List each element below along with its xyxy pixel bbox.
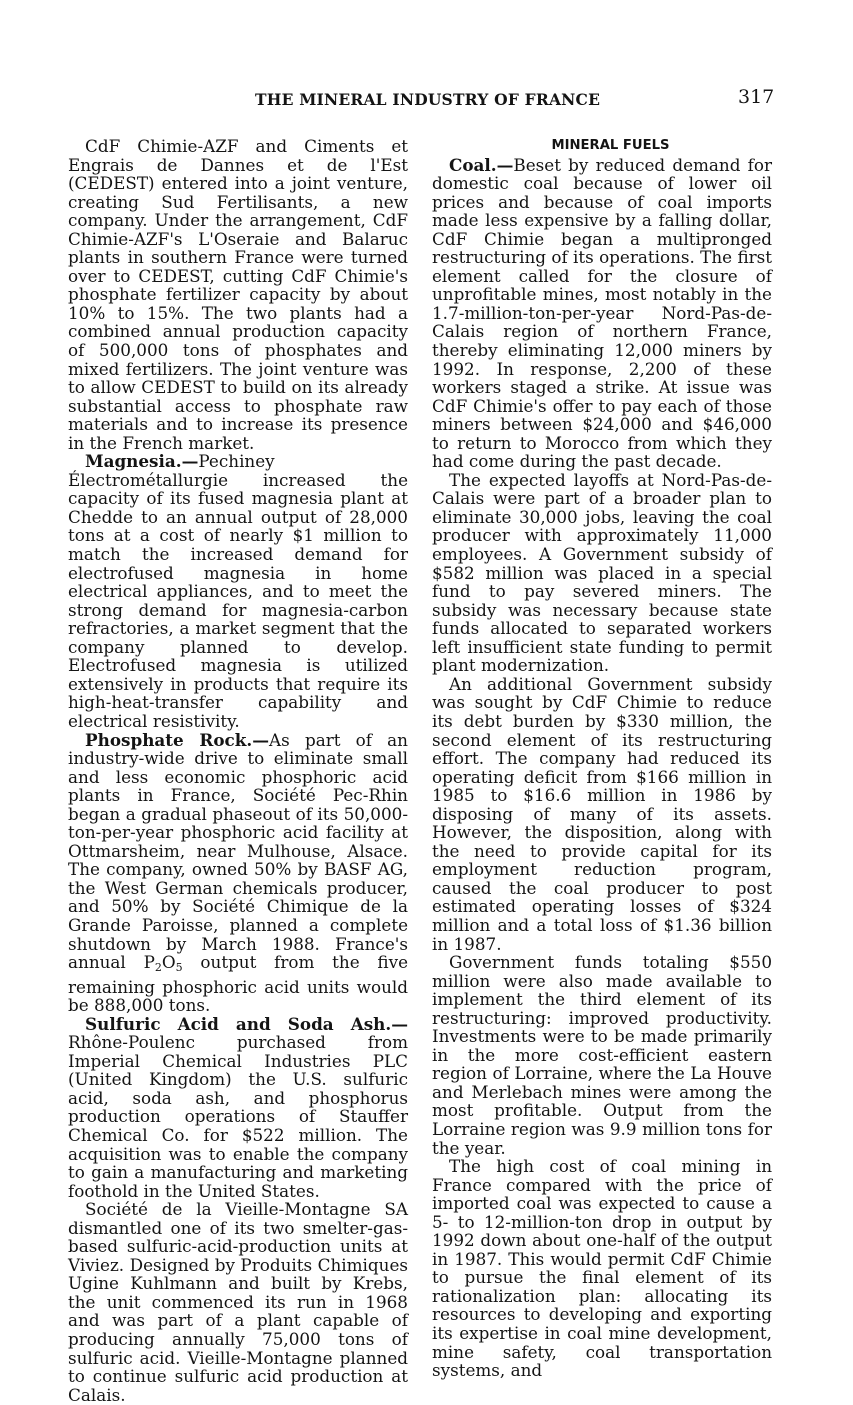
paragraph-subsidy	[432, 675, 772, 953]
paragraph-government-funds	[432, 953, 772, 1157]
paragraph-text: CdF Chimie-AZF and Ciments et Engrais de Dannes et de l'Est (CEDEST) entered into a joint venture, creating Sud Fertilisants, a new company. Under the arrangement, CdF Chimie-AZF's L'Oseraie and Balaruc plants in southern France were turned over to CEDEST, cutting CdF Chimie's phosphate fertilizer capacity by about 10% to 15%. The two plants had a combined annual production capacity of 500,000 tons of phosphates and mixed fertilizers. The joint venture was to allow CEDEST to build on its already substantial access to phosphate raw materials and to increase its presence in the French market.	[68, 136, 408, 453]
paragraph-text: An additional Government subsidy was sought by CdF Chimie to reduce its debt burden by $330 million, the second element of its restructuring effort. The company had reduced its operating deficit from $166 million in 1985 to $16.6 million in 1986 by disposing of many of its assets. However, the disposition, along with the need to provide capital for its employment reduction program, caused the coal producer to post estimated operating losses of $324 million and a total loss of $1.36 billion in 1987.	[432, 673, 772, 954]
paragraph-sulfuric-acid	[68, 1015, 408, 1200]
page-number: 317	[738, 86, 775, 108]
paragraph-phosphate-rock	[68, 731, 408, 1015]
paragraph-coal	[432, 156, 772, 471]
subscript: 2	[154, 961, 162, 975]
paragraph-text: Government funds totaling $550 million were also made available to implement the third element of its restructuring: improved productivity. Investments were to be made primarily in the more cost-efficient eastern region of Lorraine, where the La Houve and Merlebach mines were among the most profitable. Output from the Lorraine region was 9.9 million tons for the year.	[432, 952, 772, 1158]
paragraph-vieille-montagne	[68, 1200, 408, 1404]
paragraph-text: The high cost of coal mining in France compared with the price of imported coal was expected to cause a 5- to 12-million-ton drop in output by 1992 down about one-half of the output in 1987. This would permit CdF Chimie to pursue the final element of its rationalization plan: allocating its resources to developing and exporting its expertise in coal mine development, mine safety, coal transportation systems, and	[432, 1156, 772, 1381]
paragraph-text: The expected layoffs at Nord-Pas-de-Calais were part of a broader plan to eliminate 30,000 jobs, leaving the coal producer with approximately 11,000 employees. A Government subsidy of $582 million was placed in a special fund to pay severed miners. The subsidy was necessary because state funds allocated to separated workers left insufficient state funding to permit plant modernization.	[432, 469, 772, 676]
subsection-heading-sulfuric-acid: Sulfuric Acid and Soda Ash.—	[85, 1013, 408, 1034]
paragraph-text: Société de la Vieille-Montagne SA dismantled one of its two smelter-gas-based sulfuric-acid-production units at Viviez. Designed by Produits Chimiques Ugine Kuhlmann and built by Krebs, the unit commenced its run in 1968 and was part of a plant capable of producing annually 75,000 tons of sulfuric acid. Vieille-Montagne planned to continue sulfuric acid production at Calais.	[68, 1199, 408, 1405]
paragraph-high-cost	[432, 1157, 772, 1380]
paragraph-text: output from the five remaining phosphoric acid units would be 888,000 tons.	[68, 952, 408, 1016]
paragraph-sud-fertilisants	[68, 137, 408, 452]
paragraph-text: Pechiney Électrométallurgie increased the capacity of its fused magnesia plant at Chedde to an annual output of 28,000 tons at a cost of nearly $1 million to match the increased demand for electrofused magnesia in home electrical appliances, and to meet the strong demand for magnesia-carbon refractories, a market segment that the company planned to develop. Electrofused magnesia is utilized extensively in products that require its high-heat-transfer capability and electrical resistivity.	[68, 451, 408, 731]
left-column	[68, 137, 408, 1404]
paragraph-text: Beset by reduced demand for domestic coal because of lower oil prices and because of coal imports made less expensive by a falling dollar, CdF Chimie began a multipronged restructuring of its operations. The first element called for the closure of unprofitable mines, most notably in the 1.7-million-ton-per-year Nord-Pas-de-Calais region of northern France, thereby eliminating 12,000 miners by 1992. In response, 2,200 of these workers staged a strike. At issue was CdF Chimie's offer to pay each of those miners between $24,000 and $46,000 to return to Morocco from which they had come during the past decade.	[432, 154, 773, 472]
paragraph-layoffs	[432, 471, 772, 675]
paragraph-magnesia	[68, 452, 408, 730]
subscript: 5	[175, 961, 183, 975]
formula-text: O	[161, 952, 176, 973]
subsection-heading-phosphate-rock: Phosphate Rock.—	[85, 729, 270, 750]
subsection-heading-coal: Coal.—	[449, 154, 514, 175]
running-header: THE MINERAL INDUSTRY OF FRANCE	[255, 90, 601, 109]
right-column	[432, 137, 772, 1380]
section-title-mineral-fuels: MINERAL FUELS	[551, 138, 670, 153]
subsection-heading-magnesia: Magnesia.—	[85, 451, 199, 472]
paragraph-text: Rhône-Poulenc purchased from Imperial Chemical Industries PLC (United Kingdom) the U.S. sulfuric acid, soda ash, and phosphorus production operations of Stauffer Chemical Co. for $522 million. The acquisition was to enable the company to gain a manufacturing and marketing foothold in the United States.	[68, 1032, 408, 1201]
paragraph-text: As part of an industry-wide drive to eliminate small and less economic phosphoric acid plants in France, Société Pec-Rhin began a gradual phaseout of its 50,000-ton-per-year phosphoric acid facility at Ottmarsheim, near Mulhouse, Alsace. The company, owned 50% by BASF AG, the West German chemicals producer, and 50% by Société Chimique de la Grande Paroisse, planned a complete shutdown by March 1988. France's annual P	[68, 729, 408, 973]
